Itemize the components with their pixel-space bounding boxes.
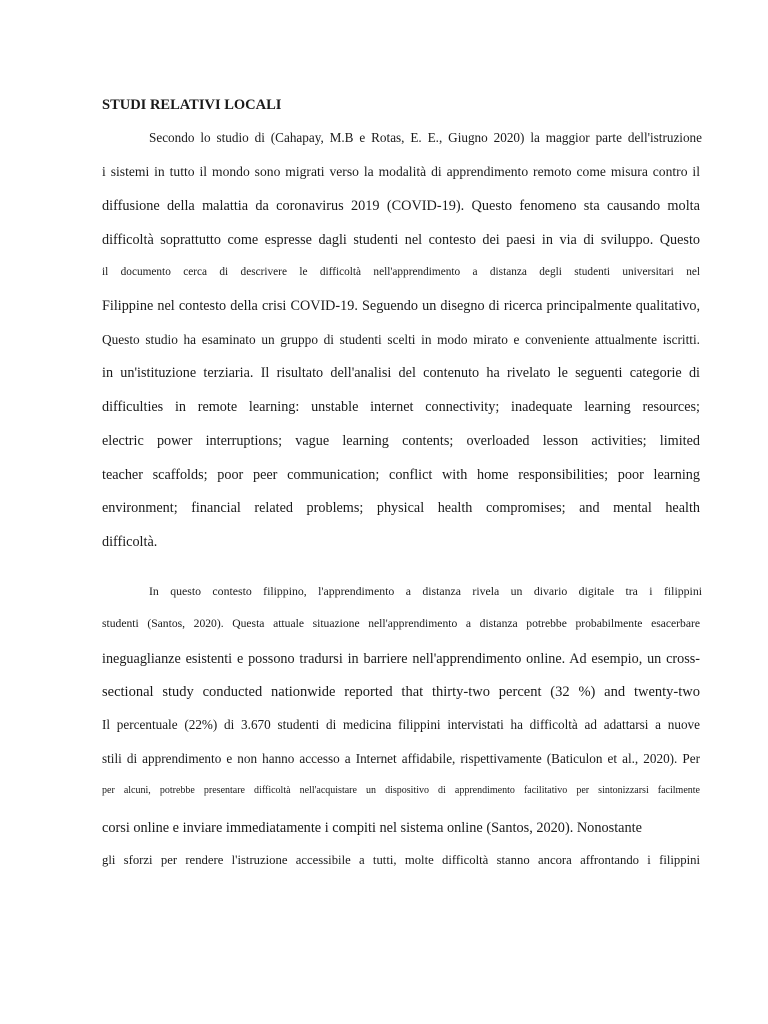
paragraph-1-line-7: Questo studio ha esaminato un gruppo di studenti scelti in modo mirato e conveniente attualmente iscritti. (102, 332, 700, 347)
paragraph-2-line-7: per alcuni, potrebbe presentare difficoltà nell'acquistare un dispositivo di apprendimento facilitativo per sintonizzarsi facilmente (102, 785, 700, 796)
paragraph-2-line-1: In questo contesto filippino, l'apprendimento a distanza rivela un divario digitale tra i filippini (149, 584, 702, 598)
paragraph-2-line-5: Il percentuale (22%) di 3.670 studenti di medicina filippini intervistati ha difficoltà ad adattarsi a nuove (102, 717, 700, 732)
section-heading: STUDI RELATIVI LOCALI (102, 97, 282, 113)
paragraph-1-line-2: i sistemi in tutto il mondo sono migrati verso la modalità di apprendimento remoto come misura contro il (102, 164, 700, 179)
paragraph-2-line-8: corsi online e inviare immediatamente i compiti nel sistema online (Santos, 2020). Nonostante (102, 820, 642, 836)
paragraph-1-line-1: Secondo lo studio di (Cahapay, M.B e Rotas, E. E., Giugno 2020) la maggior parte dell'istruzione (149, 130, 702, 145)
paragraph-2-line-2: studenti (Santos, 2020). Questa attuale situazione nell'apprendimento a distanza potrebbe probabilmente esacerbare (102, 617, 700, 630)
paragraph-1-line-13: difficoltà. (102, 534, 158, 550)
paragraph-2-line-4: sectional study conducted nationwide reported that thirty-two percent (32 %) and twenty-two (102, 684, 700, 700)
paragraph-1-line-4: difficoltà soprattutto come espresse dagli studenti nel contesto dei paesi in via di sviluppo. Questo (102, 232, 700, 248)
paragraph-1-line-9: difficulties in remote learning: unstable internet connectivity; inadequate learning resources; (102, 399, 700, 415)
paragraph-1-line-6: Filippine nel contesto della crisi COVID-19. Seguendo un disegno di ricerca principalmente qualitativo, (102, 298, 700, 314)
paragraph-1-line-11: teacher scaffolds; poor peer communication; conflict with home responsibilities; poor learning (102, 467, 700, 483)
paragraph-2-line-3: ineguaglianze esistenti e possono tradursi in barriere nell'apprendimento online. Ad esempio, un cross- (102, 651, 700, 667)
paragraph-2-line-9: gli sforzi per rendere l'istruzione accessibile a tutti, molte difficoltà stanno ancora affrontando i filippini (102, 853, 700, 867)
paragraph-1-line-5: il documento cerca di descrivere le difficoltà nell'apprendimento a distanza degli studenti universitari nel (102, 266, 700, 278)
paragraph-1-line-12: environment; financial related problems; physical health compromises; and mental health (102, 500, 700, 516)
paragraph-1-line-3: diffusione della malattia da coronavirus 2019 (COVID-19). Questo fenomeno sta causando molta (102, 198, 700, 214)
paragraph-1-line-8: in un'istituzione terziaria. Il risultato dell'analisi del contenuto ha rivelato le seguenti categorie di (102, 365, 700, 381)
paragraph-2-line-6: stili di apprendimento e non hanno accesso a Internet affidabile, rispettivamente (Baticulon et al., 2020). Per (102, 751, 700, 766)
paragraph-1-line-10: electric power interruptions; vague learning contents; overloaded lesson activities; limited (102, 433, 700, 449)
